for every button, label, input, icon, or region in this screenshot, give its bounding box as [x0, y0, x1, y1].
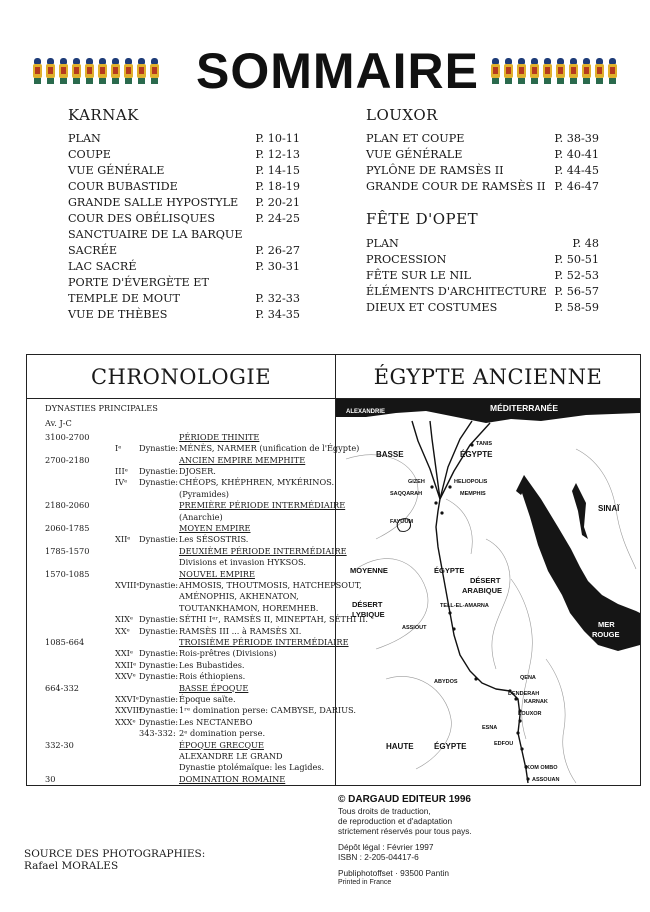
chronology-row: [45, 403, 335, 414]
egyptian-figure-icon: [568, 58, 579, 84]
toc-entry-label: [366, 163, 562, 179]
egyptian-frieze-right-icon: [490, 58, 620, 84]
toc-entry-line: TEMPLE DE MOUT: [68, 292, 180, 305]
chronology-row: [45, 489, 335, 500]
toc-entry-page: P. 30-31: [255, 260, 300, 273]
label-mediterranee: MÉDITERRANÉE: [490, 403, 559, 413]
site-dot: [430, 485, 433, 488]
egyptian-figure-icon: [84, 58, 95, 84]
toc-entry: [68, 275, 300, 307]
chronology-row: [45, 580, 362, 591]
chronology-text: Les SÉSOSTRIS.: [179, 534, 249, 545]
egyptian-frieze-left-icon: [32, 58, 162, 84]
chronology-text: ALEXANDRE LE GRAND: [179, 751, 283, 761]
toc-entry: [68, 195, 300, 211]
chronology-text: Divisions et invasion HYKSOS.: [179, 557, 306, 568]
label-edfou: EDFOU: [494, 741, 514, 747]
toc-entry-page: P. 14-15: [255, 164, 300, 177]
chronology-date: 2700-2180: [45, 454, 90, 465]
toc-entry-page: P. 56-57: [554, 285, 599, 298]
chronology-text: Dynastie ptolémaïque: les Lagides.: [179, 762, 325, 773]
toc-entry-line: COUR DES OBÉLISQUES: [68, 212, 215, 225]
chronology-text: TOUTANKHAMON, HOREMHEB.: [179, 602, 319, 613]
label-sinai: SINAÏ: [598, 504, 620, 513]
chronology-text: (Anarchie): [179, 511, 223, 522]
nile-delta-branch: [412, 421, 440, 499]
chronology-row: [45, 466, 335, 477]
louxor-toc: [366, 131, 599, 195]
chronology-text: DJOSER.: [179, 466, 216, 476]
chronology-dynasty-label: Dynastie:: [139, 694, 179, 704]
toc-entry-page: P. 40-41: [554, 148, 599, 161]
toc-entry-label: [366, 268, 562, 284]
contour-line: [486, 539, 510, 669]
label-mer-rouge-1: MER: [598, 620, 615, 629]
toc-entry-page: P. 18-19: [255, 180, 300, 193]
chronology-row: [45, 614, 369, 625]
chronology-row: [45, 660, 335, 671]
toc-entry-line: SANCTUAIRE DE LA BARQUE: [68, 228, 243, 241]
toc-entry-label: [68, 227, 264, 259]
egyptian-figure-icon: [503, 58, 514, 84]
chronology-dynasty-label: Dynastie:: [139, 648, 179, 659]
toc-entry: [366, 131, 599, 147]
egypt-map: [336, 399, 640, 785]
nile-river: [436, 499, 528, 783]
toc-entry: [68, 227, 300, 259]
site-dot: [470, 443, 473, 446]
page-title: SOMMAIRE: [196, 43, 479, 99]
chronology-date: 332-30: [45, 739, 74, 750]
karnak-title: KARNAK: [68, 106, 139, 124]
label-memphis: MEMPHIS: [460, 491, 486, 497]
label-desert-lybique-2: LYBIQUE: [352, 610, 385, 619]
photo-credits: [24, 848, 205, 872]
toc-entry-line: PYLÔNE DE RAMSÈS II: [366, 164, 504, 177]
label-moyenne: MOYENNE: [350, 566, 388, 575]
egyptian-figure-icon: [594, 58, 605, 84]
chronology-dynasty-number: IIIᵉ: [115, 466, 128, 476]
label-egypte-north: ÉGYPTE: [460, 450, 493, 459]
toc-entry-page: P. 34-35: [255, 308, 300, 321]
chronology-text: SÉTHI Iᵉʳ, RAMSÈS II, MINEPTAH, SÉTHI II.: [179, 614, 369, 625]
toc-entry-line: DIEUX ET COSTUMES: [366, 301, 498, 314]
legal-line: Dépôt légal : Février 1997: [338, 842, 434, 852]
chronology-dynasty-number: XXVIIᵉ: [115, 705, 143, 716]
label-desert-lybique-1: DÉSERT: [352, 600, 383, 609]
label-kom-ombo: KOM OMBO: [526, 765, 558, 771]
site-dot: [448, 485, 451, 488]
chronology-dynasty-label: Dynastie:: [139, 671, 179, 682]
chronology-dynasty-label: Dynastie:: [139, 705, 179, 716]
toc-entry-line: VUE DE THÈBES: [68, 308, 168, 321]
chronology-text: (Pyramides): [179, 488, 229, 499]
egyptian-figure-icon: [136, 58, 147, 84]
chronology-text: RAMSÈS III ... à RAMSÈS XI.: [179, 625, 302, 636]
chronology-dynasty-label: Dynastie:: [139, 443, 179, 454]
chronology-row: [45, 432, 335, 443]
egyptian-figure-icon: [123, 58, 134, 84]
chronology-dynasty-number: Iᵉ: [115, 443, 122, 454]
toc-entry-line: COUR BUBASTIDE: [68, 180, 178, 193]
chronology-dynasty-label: Dynastie:: [139, 466, 179, 476]
chronology-text: CHÉOPS, KHÉPHREN, MYKÉRINOS.: [179, 477, 335, 488]
chronology-text: Les Bubastides.: [179, 659, 245, 670]
chronology-dynasty-number: XXXᵉ: [115, 716, 136, 727]
toc-entry-line: SACRÉE: [68, 244, 118, 257]
label-desert-arabique-1: DÉSERT: [470, 576, 501, 585]
site-dot: [448, 611, 451, 614]
chronology-text: Les NECTANEBO: [179, 716, 253, 727]
toc-entry: [366, 268, 599, 284]
chronology-dynasty-number: XXIIᵉ: [115, 659, 137, 670]
toc-entry-label: [68, 275, 264, 307]
chronology-date: DYNASTIES PRINCIPALES: [45, 403, 158, 413]
toc-entry-line: ÉLÉMENTS D'ARCHITECTURE: [366, 285, 547, 298]
toc-entry-line: FÊTE SUR LE NIL: [366, 269, 471, 282]
label-saqqarah: SAQQARAH: [390, 491, 423, 497]
chronology-date: 1085-664: [45, 637, 85, 647]
chronology-dynasty-label: Dynastie:: [139, 477, 179, 488]
toc-entry: [366, 163, 599, 179]
chronology-date: 2180-2060: [45, 500, 90, 511]
contour-line: [386, 676, 451, 769]
nile-delta-branch: [440, 421, 472, 499]
toc-entry-label: [68, 179, 264, 195]
toc-entry-label: [366, 179, 562, 195]
egyptian-figure-icon: [581, 58, 592, 84]
toc-entry-page: P. 50-51: [554, 253, 599, 266]
chronology-row: [45, 648, 335, 659]
opet-title: FÊTE D'OPET: [366, 210, 479, 228]
photo-source-label: SOURCE DES PHOTOGRAPHIES:: [24, 848, 206, 860]
nile-delta-branch: [440, 423, 493, 499]
toc-entry-label: [68, 195, 264, 211]
toc-entry-page: P. 20-21: [255, 196, 300, 209]
chronology-date: 1785-1570: [45, 545, 90, 556]
chronology-text: AHMOSIS, THOUTMOSIS, HATCHEPSOUT,: [179, 580, 362, 590]
toc-entry-page: P. 12-13: [255, 148, 300, 161]
label-esna: ESNA: [482, 725, 498, 731]
egyptian-figure-icon: [149, 58, 160, 84]
egyptian-figure-icon: [58, 58, 69, 84]
site-dot: [520, 747, 523, 750]
chronology-dynasty-label: Dynastie:: [139, 534, 179, 545]
chronology-dynasty-label: Dynastie:: [139, 614, 179, 625]
chronologie-title: CHRONOLOGIE: [90, 365, 272, 389]
chronology-row: [45, 418, 335, 429]
toc-entry-page: P. 38-39: [554, 132, 599, 145]
label-mer-rouge-2: ROUGE: [592, 630, 620, 639]
toc-entry-page: P. 26-27: [255, 244, 300, 257]
site-dot: [514, 697, 517, 700]
contour-line: [446, 499, 472, 554]
chronology-dynasty-label: 343-332:: [139, 728, 176, 739]
chronology-date: Av. J-C: [45, 418, 72, 429]
toc-entry-page: P. 44-45: [554, 164, 599, 177]
chronology-date: 1570-1085: [45, 568, 90, 579]
site-dot: [434, 501, 437, 504]
toc-entry-label: [68, 147, 264, 163]
toc-entry: [68, 259, 300, 275]
site-dot: [452, 627, 455, 630]
chronology-text: ANCIEN EMPIRE MEMPHITE: [179, 454, 306, 465]
toc-entry-line: PLAN: [68, 132, 101, 145]
chronology-row: [45, 762, 335, 773]
page-header: [0, 40, 650, 100]
label-karnak: KARNAK: [524, 699, 548, 705]
toc-entry-label: [366, 131, 562, 147]
label-desert-arabique-2: ARABIQUE: [462, 586, 503, 595]
toc-entry-page: P. 10-11: [255, 132, 300, 145]
chronology-text: NOUVEL EMPIRE: [179, 568, 255, 579]
chronology-text: MOYEN EMPIRE: [179, 523, 251, 533]
site-dot: [518, 719, 521, 722]
toc-entry: [68, 163, 300, 179]
label-qena: QENA: [520, 675, 536, 681]
photo-source-name: Rafael MORALES: [24, 860, 119, 872]
toc-entry-page: P. 52-53: [554, 269, 599, 282]
toc-entry-page: P. 48: [572, 237, 599, 250]
toc-entry-line: PLAN ET COUPE: [366, 132, 465, 145]
egyptian-figure-icon: [110, 58, 121, 84]
chronology-row: [45, 512, 335, 523]
egyptian-figure-icon: [490, 58, 501, 84]
chronology-text: Époque saïte.: [179, 694, 236, 704]
site-dot: [516, 731, 519, 734]
toc-entry-line: COUPE: [68, 148, 111, 161]
toc-entry-label: [68, 131, 264, 147]
publisher-name: © DARGAUD EDITEUR 1996: [338, 794, 471, 805]
site-dot: [526, 777, 529, 780]
toc-entry-label: [68, 259, 264, 275]
chronology-row: [45, 500, 346, 511]
chronology-dynasty-number: IVᵉ: [115, 477, 128, 488]
toc-entry-line: LAC SACRÉ: [68, 260, 137, 273]
toc-entry-page: P. 32-33: [255, 292, 300, 305]
egyptian-figure-icon: [516, 58, 527, 84]
chronology-text: ÉPOQUE GRECQUE: [179, 739, 264, 750]
chronology-text: TROISIÈME PÉRIODE INTERMÉDIAIRE: [179, 637, 349, 647]
label-heliopolis: HELIOPOLIS: [454, 479, 488, 485]
toc-entry: [366, 179, 599, 195]
egyptian-figure-icon: [607, 58, 618, 84]
chronology-date: 3100-2700: [45, 431, 90, 442]
chronology-row: [45, 751, 335, 762]
rights-line: strictement réservés pour tous pays.: [338, 826, 472, 836]
chronology-dynasty-number: XXIᵉ: [115, 648, 134, 659]
chronology-row: [45, 740, 335, 751]
chronology-text: PÉRIODE THINITE: [179, 431, 260, 442]
chronology-dynasty-number: XVIIIᵉ: [115, 580, 140, 590]
gulf-of-aqaba: [572, 483, 588, 539]
toc-entry-page: P. 46-47: [554, 180, 599, 193]
toc-entry-line: GRANDE SALLE HYPOSTYLE: [68, 196, 239, 209]
chronology-row: [45, 626, 335, 637]
toc-entry-page: P. 24-25: [255, 212, 300, 225]
chronology-date: 2060-1785: [45, 523, 90, 533]
label-egypte-mid: ÉGYPTE: [434, 566, 465, 575]
chronology-text: PREMIÈRE PÉRIODE INTERMÉDIAIRE: [179, 500, 346, 511]
chronology-row: [45, 591, 335, 602]
label-tell-el-amarna: TELL-EL-AMARNA: [440, 603, 489, 609]
toc-entry-line: PORTE D'ÉVERGÈTE ET: [68, 276, 209, 289]
toc-entry: [68, 211, 300, 227]
chronology-dynasty-label: Dynastie:: [139, 580, 179, 590]
chronology-text: AMÉNOPHIS, AKHENATON,: [179, 591, 299, 602]
label-abydos: ABYDOS: [434, 679, 458, 685]
chronology-row: [45, 603, 335, 614]
label-haute: HAUTE: [386, 742, 414, 751]
printed-line: Printed in France: [338, 879, 392, 886]
chronology-text: MÉNÈS, NARMER (unification de l'Égypte): [179, 443, 360, 454]
chronologie-divider: [27, 398, 335, 399]
toc-entry-line: PROCESSION: [366, 253, 447, 266]
toc-entry-page: P. 58-59: [554, 301, 599, 314]
toc-entry-label: [366, 284, 562, 300]
label-assouan: ASSOUAN: [532, 777, 560, 783]
chronology-date: 664-332: [45, 682, 80, 693]
egyptian-figure-icon: [97, 58, 108, 84]
toc-entry: [68, 147, 300, 163]
chronology-text: DOMINATION ROMAINE: [179, 773, 286, 784]
karnak-toc: [68, 131, 300, 323]
chronology-text: 1ʳᵉ domination perse: CAMBYSE, DARIUS.: [179, 705, 356, 716]
egyptian-figure-icon: [542, 58, 553, 84]
toc-entry-label: [366, 300, 562, 316]
chronology-row: [45, 557, 335, 568]
toc-entry: [68, 307, 300, 323]
chronology-dynasty-number: XIXᵉ: [115, 614, 134, 625]
label-gizeh: GIZEH: [408, 479, 425, 485]
label-dendera: DENDERAH: [508, 691, 540, 697]
chronology-row: [45, 477, 335, 488]
chronology-dynasty-number: XXVIᵉ: [115, 694, 139, 704]
toc-entry: [366, 236, 599, 252]
map-panel: [335, 354, 641, 786]
chronology-row: [45, 683, 335, 694]
chronology-dynasty-number: XXVᵉ: [115, 671, 136, 682]
toc-entry: [68, 179, 300, 195]
chronology-text: DEUXIÈME PÉRIODE INTERMÉDIAIRE: [179, 545, 347, 556]
toc-entry-label: [68, 307, 264, 323]
opet-toc: [366, 236, 599, 316]
label-egypte-south: ÉGYPTE: [434, 742, 467, 751]
chronology-row: [45, 705, 356, 716]
chronology-text: Rois-prêtres (Divisions): [179, 648, 277, 659]
site-dot: [440, 511, 443, 514]
site-dot: [474, 677, 477, 680]
chronology-row: [45, 637, 349, 648]
toc-entry-label: [68, 211, 264, 227]
chronology-row: [45, 455, 335, 466]
label-louxor: LOUXOR: [518, 711, 542, 717]
chronology-dynasty-number: XXᵉ: [115, 625, 130, 636]
toc-entry: [366, 147, 599, 163]
toc-entry-line: VUE GÉNÉRALE: [68, 164, 165, 177]
toc-entry-label: [366, 236, 562, 252]
label-fayoum: FAYOUM: [390, 519, 414, 525]
legal-line: ISBN : 2-205-04417-6: [338, 852, 419, 862]
toc-entry: [366, 300, 599, 316]
label-tanis: TANIS: [476, 441, 493, 447]
chronology-row: [45, 774, 335, 785]
egyptian-figure-icon: [71, 58, 82, 84]
toc-entry-line: VUE GÉNÉRALE: [366, 148, 463, 161]
egyptian-figure-icon: [45, 58, 56, 84]
chronology-row: [45, 545, 347, 557]
chronology-row: [45, 569, 335, 580]
rights-line: de reproduction et d'adaptation: [338, 816, 453, 826]
chronology-dynasty-label: Dynastie:: [139, 716, 179, 727]
toc-entry-label: [366, 147, 562, 163]
publisher-info: [338, 794, 472, 888]
label-alexandrie: ALEXANDRIE: [346, 409, 386, 415]
chronology-row: [45, 671, 335, 682]
chronology-date: 30: [45, 773, 56, 784]
chronology-dynasty-label: Dynastie:: [139, 625, 179, 636]
chronology-row: [45, 443, 360, 454]
toc-entry-line: PLAN: [366, 237, 399, 250]
chronology-dynasty-number: XIIᵉ: [115, 534, 131, 545]
egyptian-figure-icon: [32, 58, 43, 84]
chronology-text: Rois éthiopiens.: [179, 671, 246, 682]
louxor-title: LOUXOR: [366, 106, 438, 124]
chronology-text: 2ᵉ domination perse.: [179, 728, 266, 739]
label-basse: BASSE: [376, 450, 404, 459]
chronology-row: [45, 523, 335, 534]
toc-entry-line: GRANDE COUR DE RAMSÈS II: [366, 180, 546, 193]
chronology-row: [45, 694, 335, 705]
label-assiout: ASSIOUT: [402, 625, 427, 631]
toc-entry-label: [68, 163, 264, 179]
toc-entry: [366, 252, 599, 268]
chronology-row: [45, 728, 335, 739]
chronology-text: BASSE ÉPOQUE: [179, 682, 249, 693]
chronology-row: [45, 717, 335, 728]
egyptian-figure-icon: [529, 58, 540, 84]
chronology-dynasty-label: Dynastie:: [139, 659, 179, 670]
printer-line: Publiphotoffset · 93500 Pantin: [338, 868, 450, 878]
chronology-row: [45, 534, 335, 545]
egyptian-figure-icon: [555, 58, 566, 84]
map-title: ÉGYPTE ANCIENNE: [373, 365, 603, 389]
toc-entry: [366, 284, 599, 300]
toc-entry: [68, 131, 300, 147]
toc-entry-label: [366, 252, 562, 268]
rights-line: Tous droits de traduction,: [338, 806, 431, 816]
